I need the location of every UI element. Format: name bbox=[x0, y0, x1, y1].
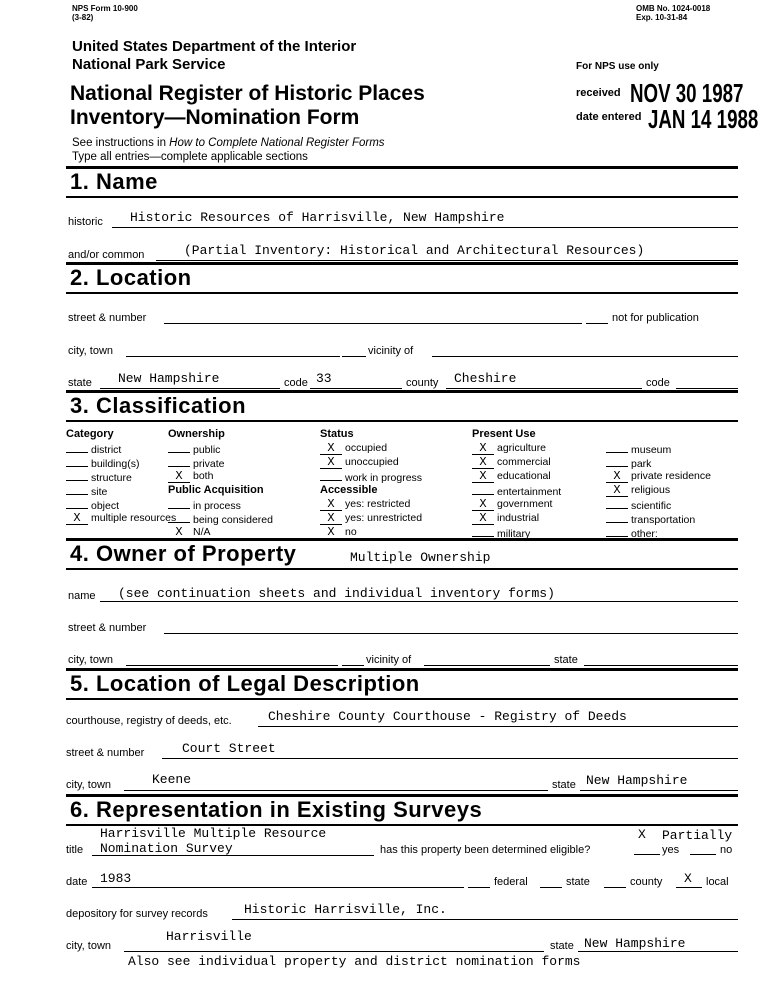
field-line bbox=[100, 388, 280, 389]
checkbox-mark bbox=[606, 498, 628, 509]
checkbox-mark bbox=[66, 484, 88, 495]
partially-label: Partially bbox=[662, 828, 733, 843]
field-line bbox=[126, 665, 338, 666]
legal-state-value: New Hampshire bbox=[586, 773, 688, 788]
vicinity-label: vicinity of bbox=[368, 345, 414, 357]
section-3-heading: 3. Classification bbox=[70, 393, 247, 418]
checkbox-label: industrial bbox=[497, 512, 540, 524]
service: National Park Service bbox=[72, 56, 226, 73]
field-line bbox=[580, 790, 738, 791]
checkbox-mark: X bbox=[320, 514, 342, 525]
checkbox-mark: X bbox=[320, 458, 342, 469]
checkbox-mark bbox=[168, 456, 190, 467]
ownership-heading: Ownership bbox=[168, 428, 225, 440]
survey-city-label: city, town bbox=[66, 940, 112, 952]
section-5-heading: 5. Location of Legal Description bbox=[70, 671, 420, 696]
field-line bbox=[156, 260, 738, 261]
checkbox-item bbox=[168, 512, 273, 526]
checkbox-label: agriculture bbox=[497, 442, 547, 454]
checkbox-item bbox=[66, 498, 176, 512]
checkbox-label: private bbox=[193, 458, 225, 470]
historic-label: historic bbox=[68, 216, 103, 228]
checkbox-line bbox=[604, 887, 626, 888]
checkbox-mark bbox=[320, 470, 342, 481]
owner-city-label: city, town bbox=[68, 654, 114, 666]
category-list bbox=[66, 442, 176, 526]
checkbox-label: no bbox=[345, 526, 357, 538]
checkbox-item bbox=[472, 512, 561, 526]
checkbox-label: private residence bbox=[631, 470, 711, 482]
checkbox-label: multiple resources bbox=[91, 512, 177, 524]
county-label: county bbox=[406, 377, 439, 389]
checkbox-label: transportation bbox=[631, 514, 696, 526]
city-label: city, town bbox=[68, 345, 114, 357]
checkbox-item bbox=[168, 498, 273, 512]
form-title-1: National Register of Historic Places bbox=[70, 82, 425, 105]
omb-number: OMB No. 1024-0018 bbox=[636, 4, 711, 13]
checkbox-item bbox=[472, 484, 561, 498]
checkbox-item bbox=[606, 456, 711, 470]
checkbox-mark: X bbox=[472, 500, 494, 511]
checkbox-item bbox=[320, 442, 422, 456]
field-line bbox=[578, 951, 738, 952]
checkbox-mark bbox=[168, 442, 190, 453]
expiration: Exp. 10-31-84 bbox=[636, 13, 688, 22]
public-acquisition-list bbox=[168, 498, 273, 540]
accessible-heading: Accessible bbox=[320, 484, 378, 496]
entered-label: date entered bbox=[576, 111, 642, 123]
survey-date-label: date bbox=[66, 876, 88, 888]
county-value: Cheshire bbox=[454, 371, 517, 386]
checkbox-mark bbox=[472, 526, 494, 537]
rule bbox=[66, 292, 738, 294]
checkbox-label: museum bbox=[631, 444, 672, 456]
checkbox-mark: X bbox=[320, 528, 342, 539]
checkbox-item bbox=[606, 512, 711, 526]
field-line bbox=[584, 665, 738, 666]
field-line bbox=[164, 633, 738, 634]
field-line bbox=[92, 887, 464, 888]
field-line bbox=[258, 726, 738, 727]
checkbox-label: both bbox=[193, 470, 214, 482]
historic-value: Historic Resources of Harrisville, New Hampshire bbox=[130, 210, 505, 225]
street-label: street & number bbox=[68, 312, 147, 324]
checkbox-label: yes: restricted bbox=[345, 498, 411, 510]
checkbox-mark bbox=[606, 526, 628, 537]
code-label: code bbox=[284, 377, 308, 389]
section-4-heading: 4. Owner of Property bbox=[70, 541, 297, 566]
state-level-label: state bbox=[566, 876, 590, 888]
status-list bbox=[320, 442, 422, 484]
courthouse-value: Cheshire County Courthouse - Registry of Deeds bbox=[268, 709, 627, 724]
survey-title-line-1: Harrisville Multiple Resource bbox=[100, 826, 327, 841]
owner-street-label: street & number bbox=[68, 622, 147, 634]
survey-date-value: 1983 bbox=[100, 871, 132, 886]
courthouse-label: courthouse, registry of deeds, etc. bbox=[66, 715, 232, 727]
checkbox-label: being considered bbox=[193, 514, 273, 526]
field-line bbox=[446, 388, 642, 389]
survey-title-line-2: Nomination Survey bbox=[100, 841, 233, 856]
checkbox-mark bbox=[606, 512, 628, 523]
survey-state-label: state bbox=[550, 940, 574, 952]
checkbox-item bbox=[66, 512, 176, 526]
checkbox-item bbox=[606, 498, 711, 512]
entered-stamp: JAN 14 1988 bbox=[648, 104, 759, 134]
public-acquisition-heading: Public Acquisition bbox=[168, 484, 264, 496]
checkbox-item bbox=[168, 442, 225, 456]
county-level-label: county bbox=[630, 876, 663, 888]
checkbox-item bbox=[606, 470, 711, 484]
rule bbox=[66, 166, 738, 169]
checkbox-item bbox=[606, 484, 711, 498]
ownership-list bbox=[168, 442, 225, 484]
checkbox-mark: X bbox=[472, 514, 494, 525]
eligible-label: has this property been determined eligible? bbox=[380, 844, 591, 856]
checkbox-mark bbox=[606, 456, 628, 467]
checkbox-label: site bbox=[91, 486, 108, 498]
yes-label: yes bbox=[662, 844, 680, 856]
checkbox-mark: X bbox=[606, 486, 628, 497]
legal-city-label: city, town bbox=[66, 779, 112, 791]
checkbox-label: park bbox=[631, 458, 652, 470]
checkbox-line bbox=[690, 854, 716, 855]
checkbox-label: military bbox=[497, 528, 531, 540]
rule bbox=[66, 698, 738, 700]
checkbox-label: object bbox=[91, 500, 120, 512]
checkbox-item bbox=[472, 498, 561, 512]
legal-street-value: Court Street bbox=[182, 741, 276, 756]
checkbox-line bbox=[586, 323, 608, 324]
checkbox-mark: X bbox=[320, 500, 342, 511]
form-number: NPS Form 10-900 bbox=[72, 4, 138, 13]
department: United States Department of the Interior bbox=[72, 38, 357, 55]
checkbox-label: work in progress bbox=[345, 472, 423, 484]
depository-label: depository for survey records bbox=[66, 908, 208, 920]
depository-value: Historic Harrisville, Inc. bbox=[244, 902, 447, 917]
checkbox-label: structure bbox=[91, 472, 132, 484]
checkbox-mark: X bbox=[168, 528, 190, 539]
received-label: received bbox=[576, 87, 621, 99]
instructions: See instructions in How to Complete National Register Forms bbox=[72, 137, 385, 149]
field-line bbox=[92, 855, 374, 856]
type-instructions: Type all entries—complete applicable sections bbox=[72, 151, 308, 163]
checkbox-label: in process bbox=[193, 500, 241, 512]
field-line bbox=[126, 356, 340, 357]
survey-title-label: title bbox=[66, 844, 84, 856]
not-for-publication-label: not for publication bbox=[612, 312, 699, 324]
footnote: Also see individual property and district nomination forms bbox=[128, 954, 581, 969]
checkbox-mark: X bbox=[472, 458, 494, 469]
local-label: local bbox=[706, 876, 729, 888]
section-2-heading: 2. Location bbox=[70, 265, 192, 290]
checkbox-label: educational bbox=[497, 470, 551, 482]
checkbox-mark bbox=[66, 470, 88, 481]
checkbox-item bbox=[320, 512, 422, 526]
category-heading: Category bbox=[66, 428, 114, 440]
checkbox-mark bbox=[66, 442, 88, 453]
section-6-heading: 6. Representation in Existing Surveys bbox=[70, 797, 483, 822]
checkbox-line bbox=[676, 887, 702, 888]
survey-city-value: Harrisville bbox=[166, 929, 252, 944]
checkbox-item bbox=[606, 442, 711, 456]
checkbox-label: N/A bbox=[193, 526, 211, 538]
status-heading: Status bbox=[320, 428, 354, 440]
checkbox-mark: X bbox=[606, 472, 628, 483]
partially-mark: X bbox=[638, 827, 646, 842]
checkbox-mark bbox=[66, 498, 88, 509]
field-line bbox=[100, 601, 738, 602]
field-line bbox=[432, 356, 738, 357]
field-line bbox=[124, 951, 544, 952]
checkbox-label: public bbox=[193, 444, 221, 456]
checkbox-mark: X bbox=[320, 444, 342, 455]
checkbox-mark: X bbox=[168, 472, 190, 483]
state-value: New Hampshire bbox=[118, 371, 220, 386]
checkbox-mark: X bbox=[66, 514, 88, 525]
no-label: no bbox=[720, 844, 733, 856]
checkbox-mark bbox=[66, 456, 88, 467]
checkbox-item bbox=[472, 456, 561, 470]
field-line bbox=[310, 388, 402, 389]
checkbox-mark: X bbox=[472, 472, 494, 483]
field-line bbox=[164, 323, 582, 324]
field-line bbox=[124, 790, 548, 791]
form-date: (3-82) bbox=[72, 13, 94, 22]
rule bbox=[66, 568, 738, 570]
checkbox-item bbox=[472, 442, 561, 456]
checkbox-label: district bbox=[91, 444, 122, 456]
checkbox-mark: X bbox=[472, 444, 494, 455]
checkbox-item bbox=[66, 484, 176, 498]
legal-street-label: street & number bbox=[66, 747, 145, 759]
checkbox-label: religious bbox=[631, 484, 671, 496]
checkbox-item bbox=[320, 456, 422, 470]
checkbox-label: scientific bbox=[631, 500, 672, 512]
section-1-heading: 1. Name bbox=[70, 169, 158, 194]
checkbox-line bbox=[634, 854, 660, 855]
checkbox-item bbox=[168, 470, 225, 484]
rule bbox=[66, 196, 738, 198]
state-label: state bbox=[68, 377, 92, 389]
owner-state-label: state bbox=[554, 654, 578, 666]
checkbox-label: other: bbox=[631, 528, 658, 540]
code2-label: code bbox=[646, 377, 670, 389]
code-value: 33 bbox=[316, 371, 332, 386]
checkbox-mark bbox=[472, 484, 494, 495]
accessible-list bbox=[320, 498, 422, 540]
field-line bbox=[424, 665, 550, 666]
checkbox-label: commercial bbox=[497, 456, 551, 468]
checkbox-mark bbox=[168, 512, 190, 523]
present-use-list-2 bbox=[606, 442, 711, 540]
received-stamp: NOV 30 1987 bbox=[630, 78, 744, 108]
owner-name-value: (see continuation sheets and individual inventory forms) bbox=[118, 586, 555, 601]
field-line bbox=[112, 227, 738, 228]
field-line bbox=[162, 758, 738, 759]
checkbox-line bbox=[342, 665, 364, 666]
checkbox-mark bbox=[606, 442, 628, 453]
checkbox-label: building(s) bbox=[91, 458, 140, 470]
survey-state-value: New Hampshire bbox=[584, 936, 686, 951]
checkbox-line bbox=[342, 356, 366, 357]
checkbox-label: yes: unrestricted bbox=[345, 512, 423, 524]
field-line bbox=[232, 919, 738, 920]
present-use-list bbox=[472, 442, 561, 540]
checkbox-item bbox=[320, 470, 422, 484]
nps-use-only: For NPS use only bbox=[576, 61, 659, 72]
form-title-2: Inventory—Nomination Form bbox=[70, 106, 360, 129]
checkbox-label: government bbox=[497, 498, 553, 510]
checkbox-item bbox=[472, 470, 561, 484]
rule bbox=[66, 420, 738, 422]
federal-label: federal bbox=[494, 876, 528, 888]
owner-vicinity-label: vicinity of bbox=[366, 654, 412, 666]
checkbox-item bbox=[66, 442, 176, 456]
checkbox-line bbox=[468, 887, 490, 888]
checkbox-item bbox=[320, 498, 422, 512]
owner-name-label: name bbox=[68, 590, 96, 602]
checkbox-item bbox=[168, 456, 225, 470]
checkbox-line bbox=[540, 887, 562, 888]
checkbox-mark bbox=[168, 498, 190, 509]
local-mark: X bbox=[684, 871, 692, 886]
field-line bbox=[676, 388, 738, 389]
owner-note: Multiple Ownership bbox=[350, 550, 491, 565]
legal-state-label: state bbox=[552, 779, 576, 791]
checkbox-item bbox=[66, 456, 176, 470]
common-label: and/or common bbox=[68, 249, 145, 261]
legal-city-value: Keene bbox=[152, 772, 192, 787]
checkbox-label: entertainment bbox=[497, 486, 562, 498]
checkbox-label: occupied bbox=[345, 442, 388, 454]
common-value: (Partial Inventory: Historical and Architectural Resources) bbox=[184, 243, 645, 258]
checkbox-label: unoccupied bbox=[345, 456, 399, 468]
present-use-heading: Present Use bbox=[472, 428, 536, 440]
checkbox-item bbox=[66, 470, 176, 484]
